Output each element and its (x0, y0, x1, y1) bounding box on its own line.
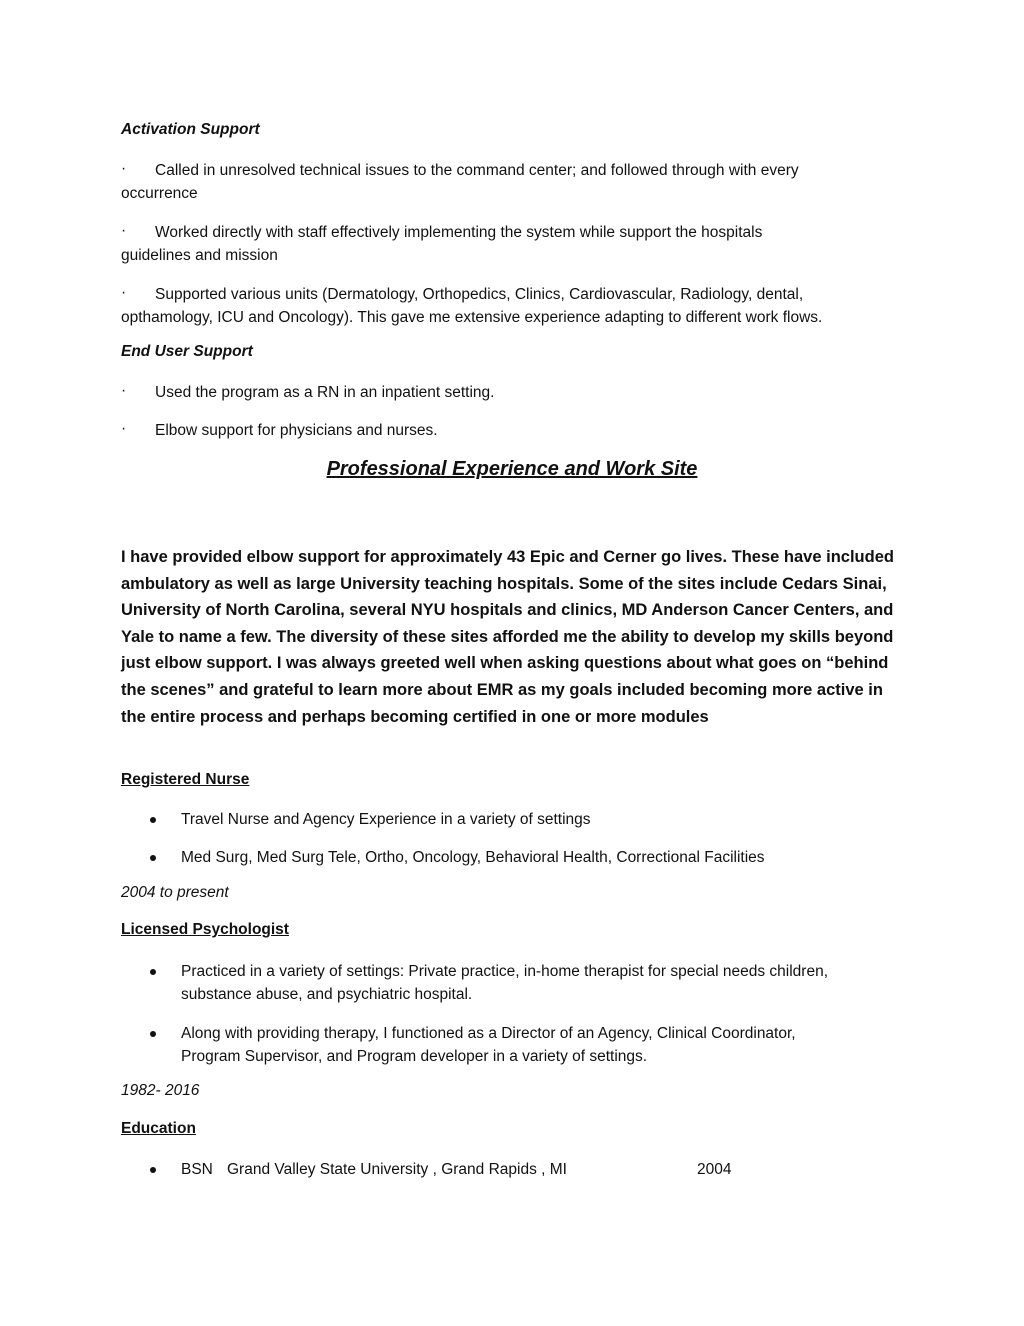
registered-nurse-heading: Registered Nurse (121, 771, 250, 788)
rn-item-2: Med Surg, Med Surg Tele, Ortho, Oncology, Behavioral Health, Correctional Facilities (181, 849, 765, 866)
dot-bullet-icon: · (121, 420, 127, 437)
activation-item-2-line2: guidelines and mission (121, 247, 278, 264)
education-school: Grand Valley State University , Grand Rapids , MI (227, 1161, 567, 1178)
rn-dates: 2004 to present (121, 884, 229, 901)
psych-dates: 1982- 2016 (121, 1082, 200, 1099)
section-title: Professional Experience and Work Site (326, 458, 698, 480)
bullet-icon (150, 817, 156, 823)
bullet-icon (150, 855, 156, 861)
dot-bullet-icon: · (121, 222, 127, 239)
activation-support-heading: Activation Support (121, 121, 260, 138)
licensed-psychologist-heading: Licensed Psychologist (121, 921, 289, 938)
psych-item-2-line2: Program Supervisor, and Program developer in a variety of settings. (181, 1048, 648, 1065)
activation-item-3-line2: opthamology, ICU and Oncology). This gave me extensive experience adapting to different work flows. (121, 309, 823, 326)
psych-item-1-line1: Practiced in a variety of settings: Private practice, in-home therapist for special needs children, (181, 963, 829, 980)
dot-bullet-icon: · (121, 160, 127, 177)
bullet-icon (150, 969, 156, 975)
dot-bullet-icon: · (121, 284, 127, 301)
activation-item-3-line1: Supported various units (Dermatology, Orthopedics, Clinics, Cardiovascular, Radiology, dental, (155, 286, 804, 303)
activation-item-2-line1: Worked directly with staff effectively implementing the system while support the hospitals (155, 224, 763, 241)
education-heading: Education (121, 1120, 196, 1137)
education-degree: BSN (181, 1161, 213, 1178)
end-user-item-2: Elbow support for physicians and nurses. (155, 422, 438, 439)
bullet-icon (150, 1167, 156, 1173)
activation-item-1-line2: occurrence (121, 185, 198, 202)
activation-item-1-line1: Called in unresolved technical issues to the command center; and followed through with every (155, 162, 799, 179)
end-user-item-1: Used the program as a RN in an inpatient setting. (155, 384, 495, 401)
bullet-icon (150, 1031, 156, 1037)
end-user-support-heading: End User Support (121, 343, 253, 360)
experience-summary: I have provided elbow support for approximately 43 Epic and Cerner go lives. These have included ambulatory as well as large University teaching hospitals. Some of the sites include Cedars Sinai, University of North Carolina, several NYU hospitals and clinics, MD Anderson Cancer Centers, and Yale to name a few. The diversity of these sites afforded me the ability to develop my skills beyond just elbow support. I was always greeted well when asking questions about what goes on “behind the scenes” and grateful to learn more about EMR as my goals included becoming more active in the entire process and perhaps becoming certified in one or more modules (121, 548, 894, 726)
psych-item-1-line2: substance abuse, and psychiatric hospital. (181, 986, 473, 1003)
rn-item-1: Travel Nurse and Agency Experience in a variety of settings (181, 811, 591, 828)
dot-bullet-icon: · (121, 382, 127, 399)
psych-item-2-line1: Along with providing therapy, I functioned as a Director of an Agency, Clinical Coordinator, (181, 1025, 796, 1042)
education-year: 2004 (697, 1161, 732, 1178)
